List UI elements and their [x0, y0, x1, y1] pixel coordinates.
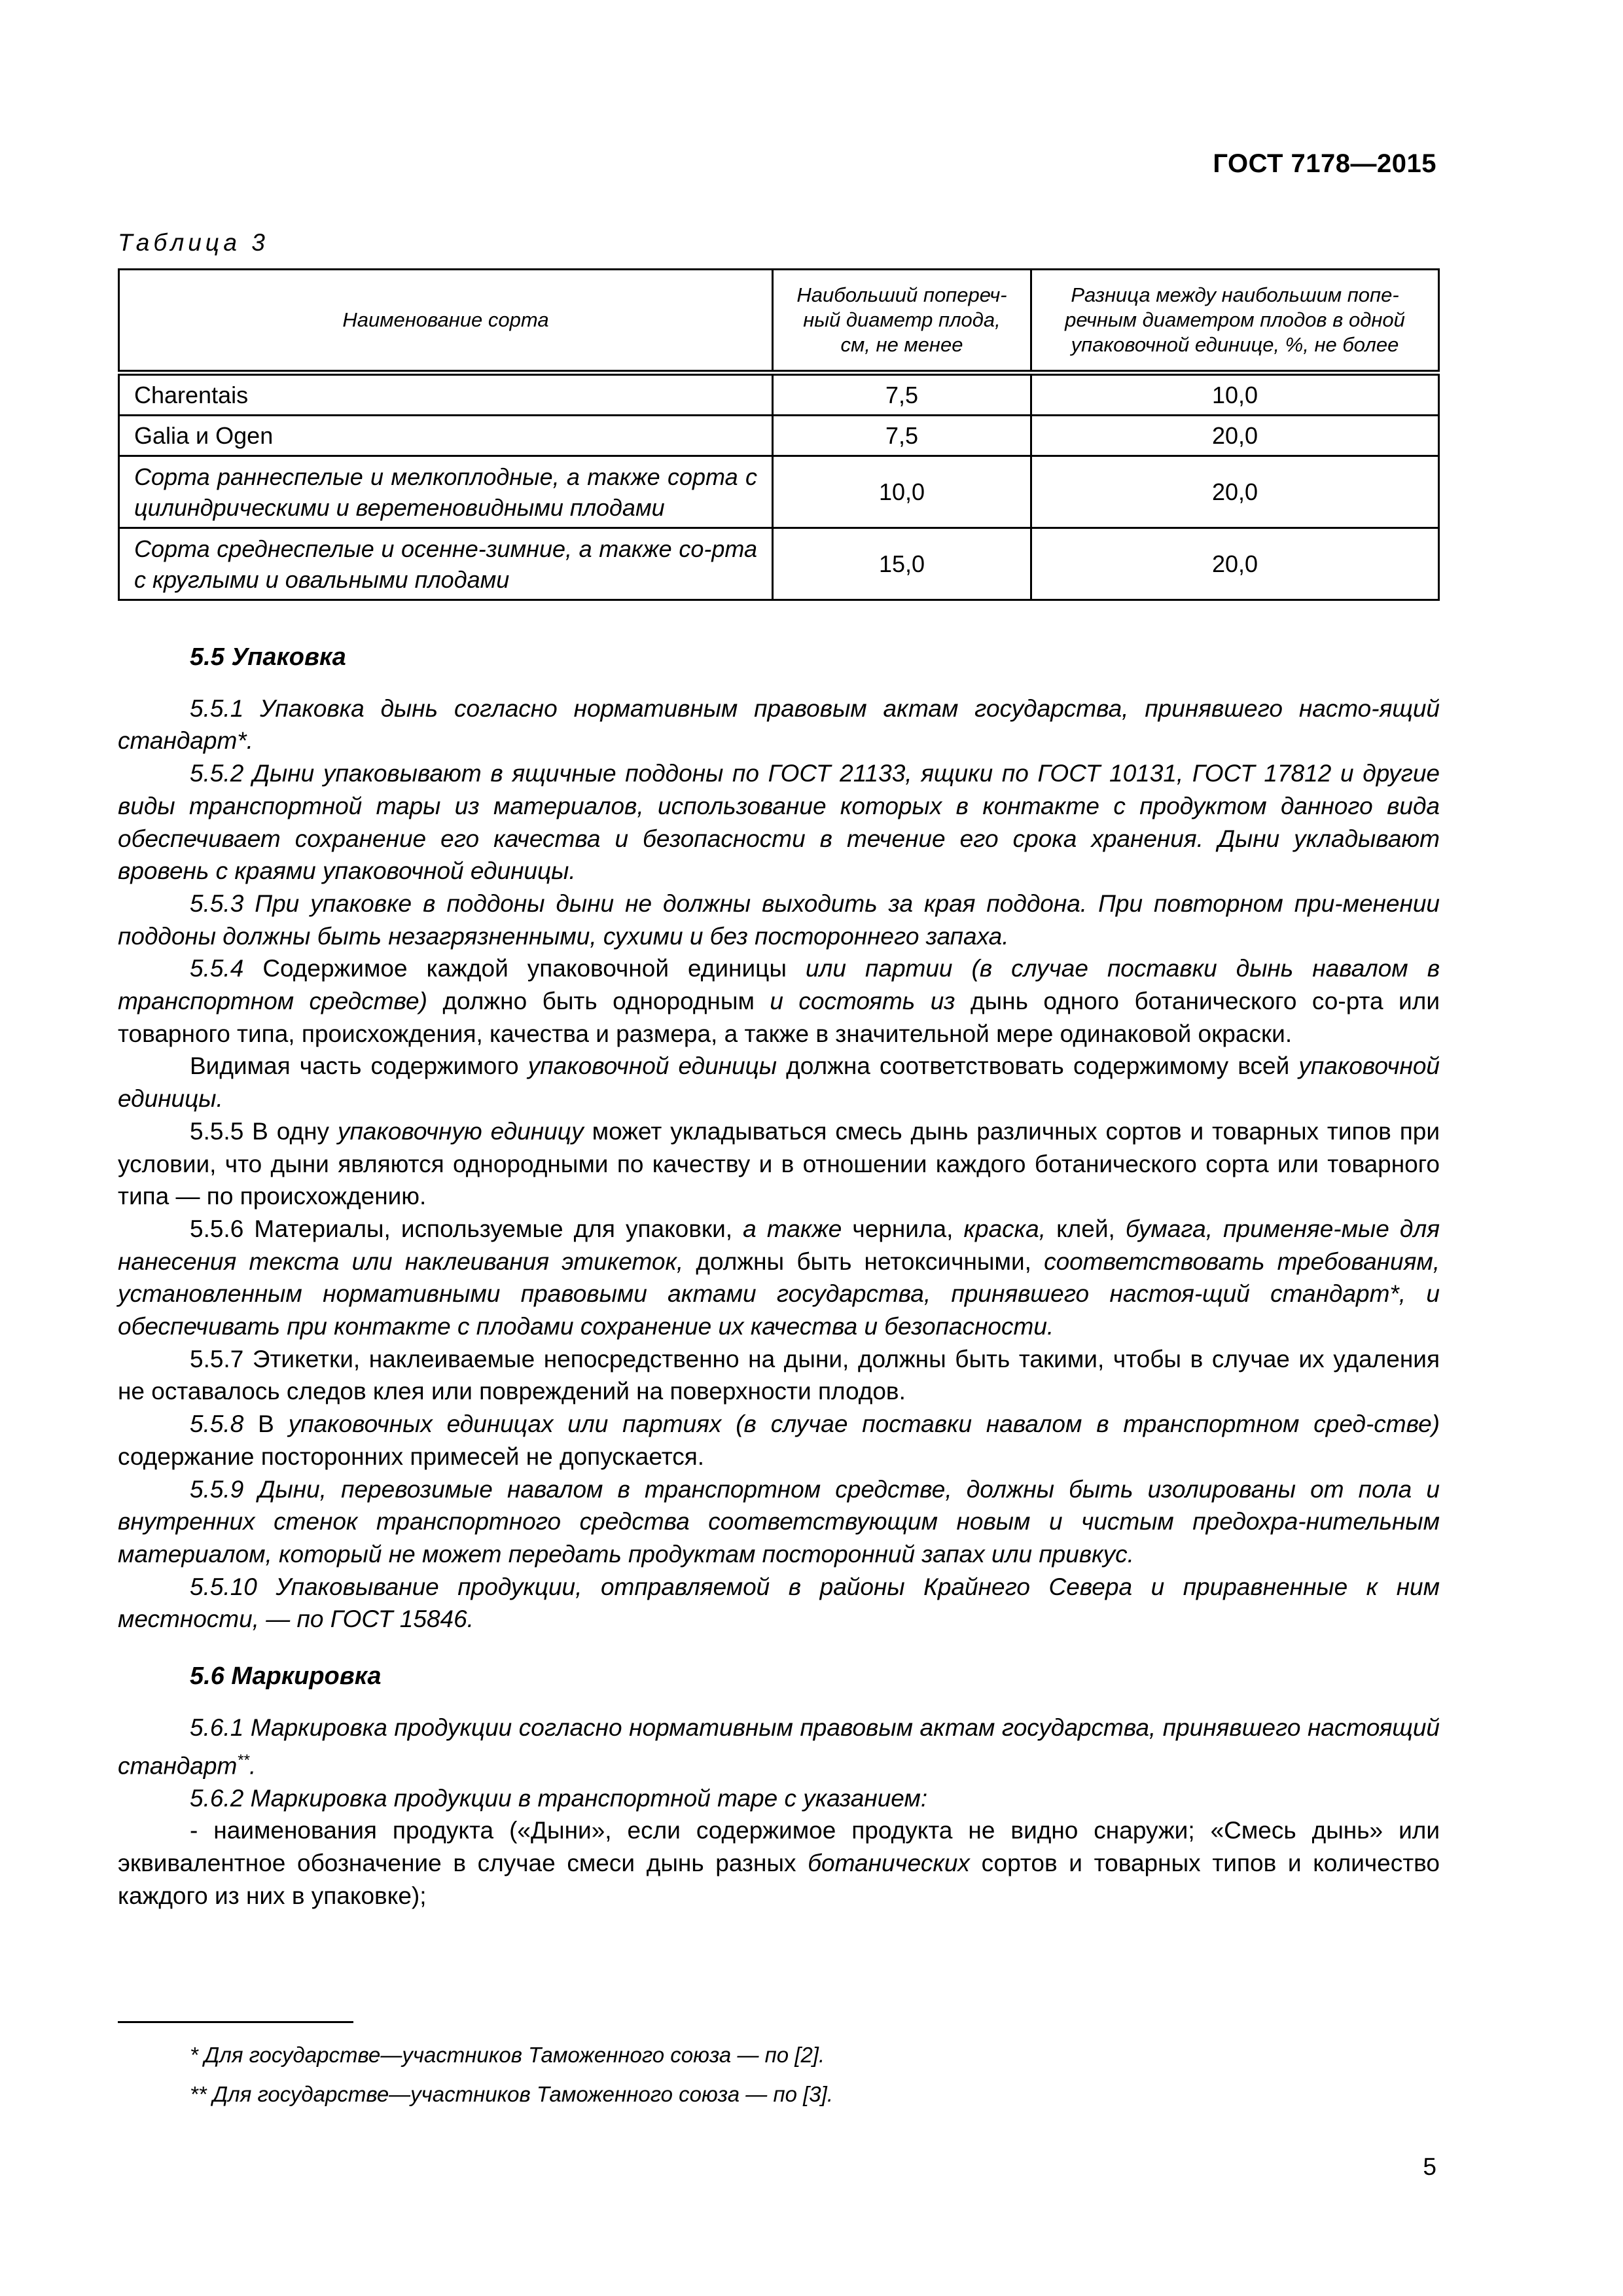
- footnote-2: ** Для государстве—участников Таможенного союза — по [3].: [190, 2082, 833, 2106]
- section-heading-marking: 5.6 Маркировка: [190, 1662, 382, 1691]
- paragraph-5-5-8: 5.5.8 В упаковочных единицах или партиях (в случае поставки навалом в транспортном сред-стве) содержание посторонних примесей не допускается.: [118, 1410, 1440, 1470]
- table-cell-difference: 10,0: [1031, 373, 1439, 416]
- column-header-difference: Разница между наибольшим попе-речным диаметром плодов в одной упаковочной единице, %, не более: [1031, 270, 1439, 373]
- footnote-1: * Для государстве—участников Таможенного союза — по [2].: [190, 2043, 825, 2067]
- paragraph-5-5-1: 5.5.1 Упаковка дынь согласно нормативным правовым актам государства, принявшего насто-ящий стандарт*.: [118, 694, 1440, 755]
- list-item: - наименования продукта («Дыни», если содержимое продукта не видно снаружи; «Смесь дынь» или эквивалентное обозначение в случае смеси дынь разных ботанических сортов и товарных типов и количество каждого из них в упаковке);: [118, 1817, 1440, 1909]
- table-cell-diameter: 10,0: [773, 456, 1031, 528]
- table-cell-difference: 20,0: [1031, 528, 1439, 600]
- document-header: ГОСТ 7178—2015: [1213, 149, 1436, 178]
- table-row: [119, 416, 1439, 456]
- paragraph-5-5-10: 5.5.10 Упаковывание продукции, отправляемой в районы Крайнего Севера и приравненные к ним местности, — по ГОСТ 15846.: [118, 1573, 1440, 1633]
- footnotes: [118, 2036, 1440, 2114]
- paragraph-5-5-6: 5.5.6 Материалы, используемые для упаковки, а также чернила, краска, клей, бумага, применяе-мые для нанесения текста или наклеивания этикеток, должны быть нетоксичными, соответствовать требованиям, установленным нормативными правовыми актами государства, принявшего настоя-щий стандарт*, и обеспечивать при контакте с плодами сохранение их качества и безопасности.: [118, 1215, 1440, 1340]
- table-cell-name: Сорта среднеспелые и осенне-зимние, а также со-рта с круглыми и овальными плодами: [119, 528, 773, 600]
- table-caption: Таблица 3: [118, 229, 269, 256]
- table-cell-diameter: 7,5: [773, 373, 1031, 416]
- table-cell-diameter: 15,0: [773, 528, 1031, 600]
- paragraph-5-5-9: 5.5.9 Дыни, перевозимые навалом в транспортном средстве, должны быть изолированы от пола и внутренних стенок транспортного средства соответствующим новым и чистым предохра-нительным материалом, который не может передать продуктам посторонний запах или привкус.: [118, 1475, 1440, 1568]
- paragraph-5-6-2: 5.6.2 Маркировка продукции в транспортной таре с указанием:: [190, 1784, 928, 1812]
- column-header-name: Наименование сорта: [119, 270, 773, 373]
- paragraph-5-5-3: 5.5.3 При упаковке в поддоны дыни не должны выходить за края поддона. При повторном при-менении поддоны должны быть незагрязненными, сухими и без постороннего запаха.: [118, 889, 1440, 950]
- table-row: [119, 528, 1439, 600]
- table-cell-diameter: 7,5: [773, 416, 1031, 456]
- paragraph-5-5-4: 5.5.4 Содержимое каждой упаковочной единицы или партии (в случае поставки дынь навалом в транспортном средстве) должно быть однородным и состоять из дынь одного ботанического со-рта или товарного типа, происхождения, качества и размера, а также в значительной мере одинаковой окраски.: [118, 955, 1440, 1047]
- footnote-divider: [118, 2021, 353, 2023]
- table-cell-name: Сорта раннеспелые и мелкоплодные, а также сорта с цилиндрическими и веретеновидными плодами: [119, 456, 773, 528]
- paragraph-5-6-1: 5.6.1 Маркировка продукции согласно нормативным правовым актам государства, принявшего настоящий стандарт**.: [118, 1713, 1440, 1779]
- section-heading-packaging: 5.5 Упаковка: [190, 643, 346, 671]
- table-row: [119, 373, 1439, 416]
- page-number: 5: [1423, 2153, 1436, 2180]
- document-body: [118, 641, 1440, 1912]
- table-cell-difference: 20,0: [1031, 456, 1439, 528]
- table-header-row: [119, 270, 1439, 373]
- table-cell-name: Galia и Ogen: [119, 416, 773, 456]
- table-cell-name: Charentais: [119, 373, 773, 416]
- table-3: [118, 268, 1440, 601]
- column-header-diameter: Наибольший попереч-ный диаметр плода, см, не менее: [773, 270, 1031, 373]
- paragraph-5-5-5: 5.5.5 В одну упаковочную единицу может укладываться смесь дынь различных сортов и товарных типов при условии, что дыни являются однородными по качеству и в отношении каждого ботанического сорта или товарного типа — по происхождению.: [118, 1117, 1440, 1210]
- table-cell-difference: 20,0: [1031, 416, 1439, 456]
- paragraph-5-5-7: 5.5.7 Этикетки, наклеиваемые непосредственно на дыни, должны быть такими, чтобы в случае их удаления не оставалось следов клея или повреждений на поверхности плодов.: [118, 1345, 1440, 1405]
- paragraph-visible-part: Видимая часть содержимого упаковочной единицы должна соответствовать содержимому всей упаковочной единицы.: [118, 1052, 1440, 1113]
- table-row: [119, 456, 1439, 528]
- paragraph-5-5-2: 5.5.2 Дыни упаковывают в ящичные поддоны по ГОСТ 21133, ящики по ГОСТ 10131, ГОСТ 17812 и другие виды транспортной тары из материалов, использование которых в контакте с продуктом данного вида обеспечивает сохранение его качества и безопасности в течение его срока хранения. Дыни укладывают вровень с краями упаковочной единицы.: [118, 760, 1440, 885]
